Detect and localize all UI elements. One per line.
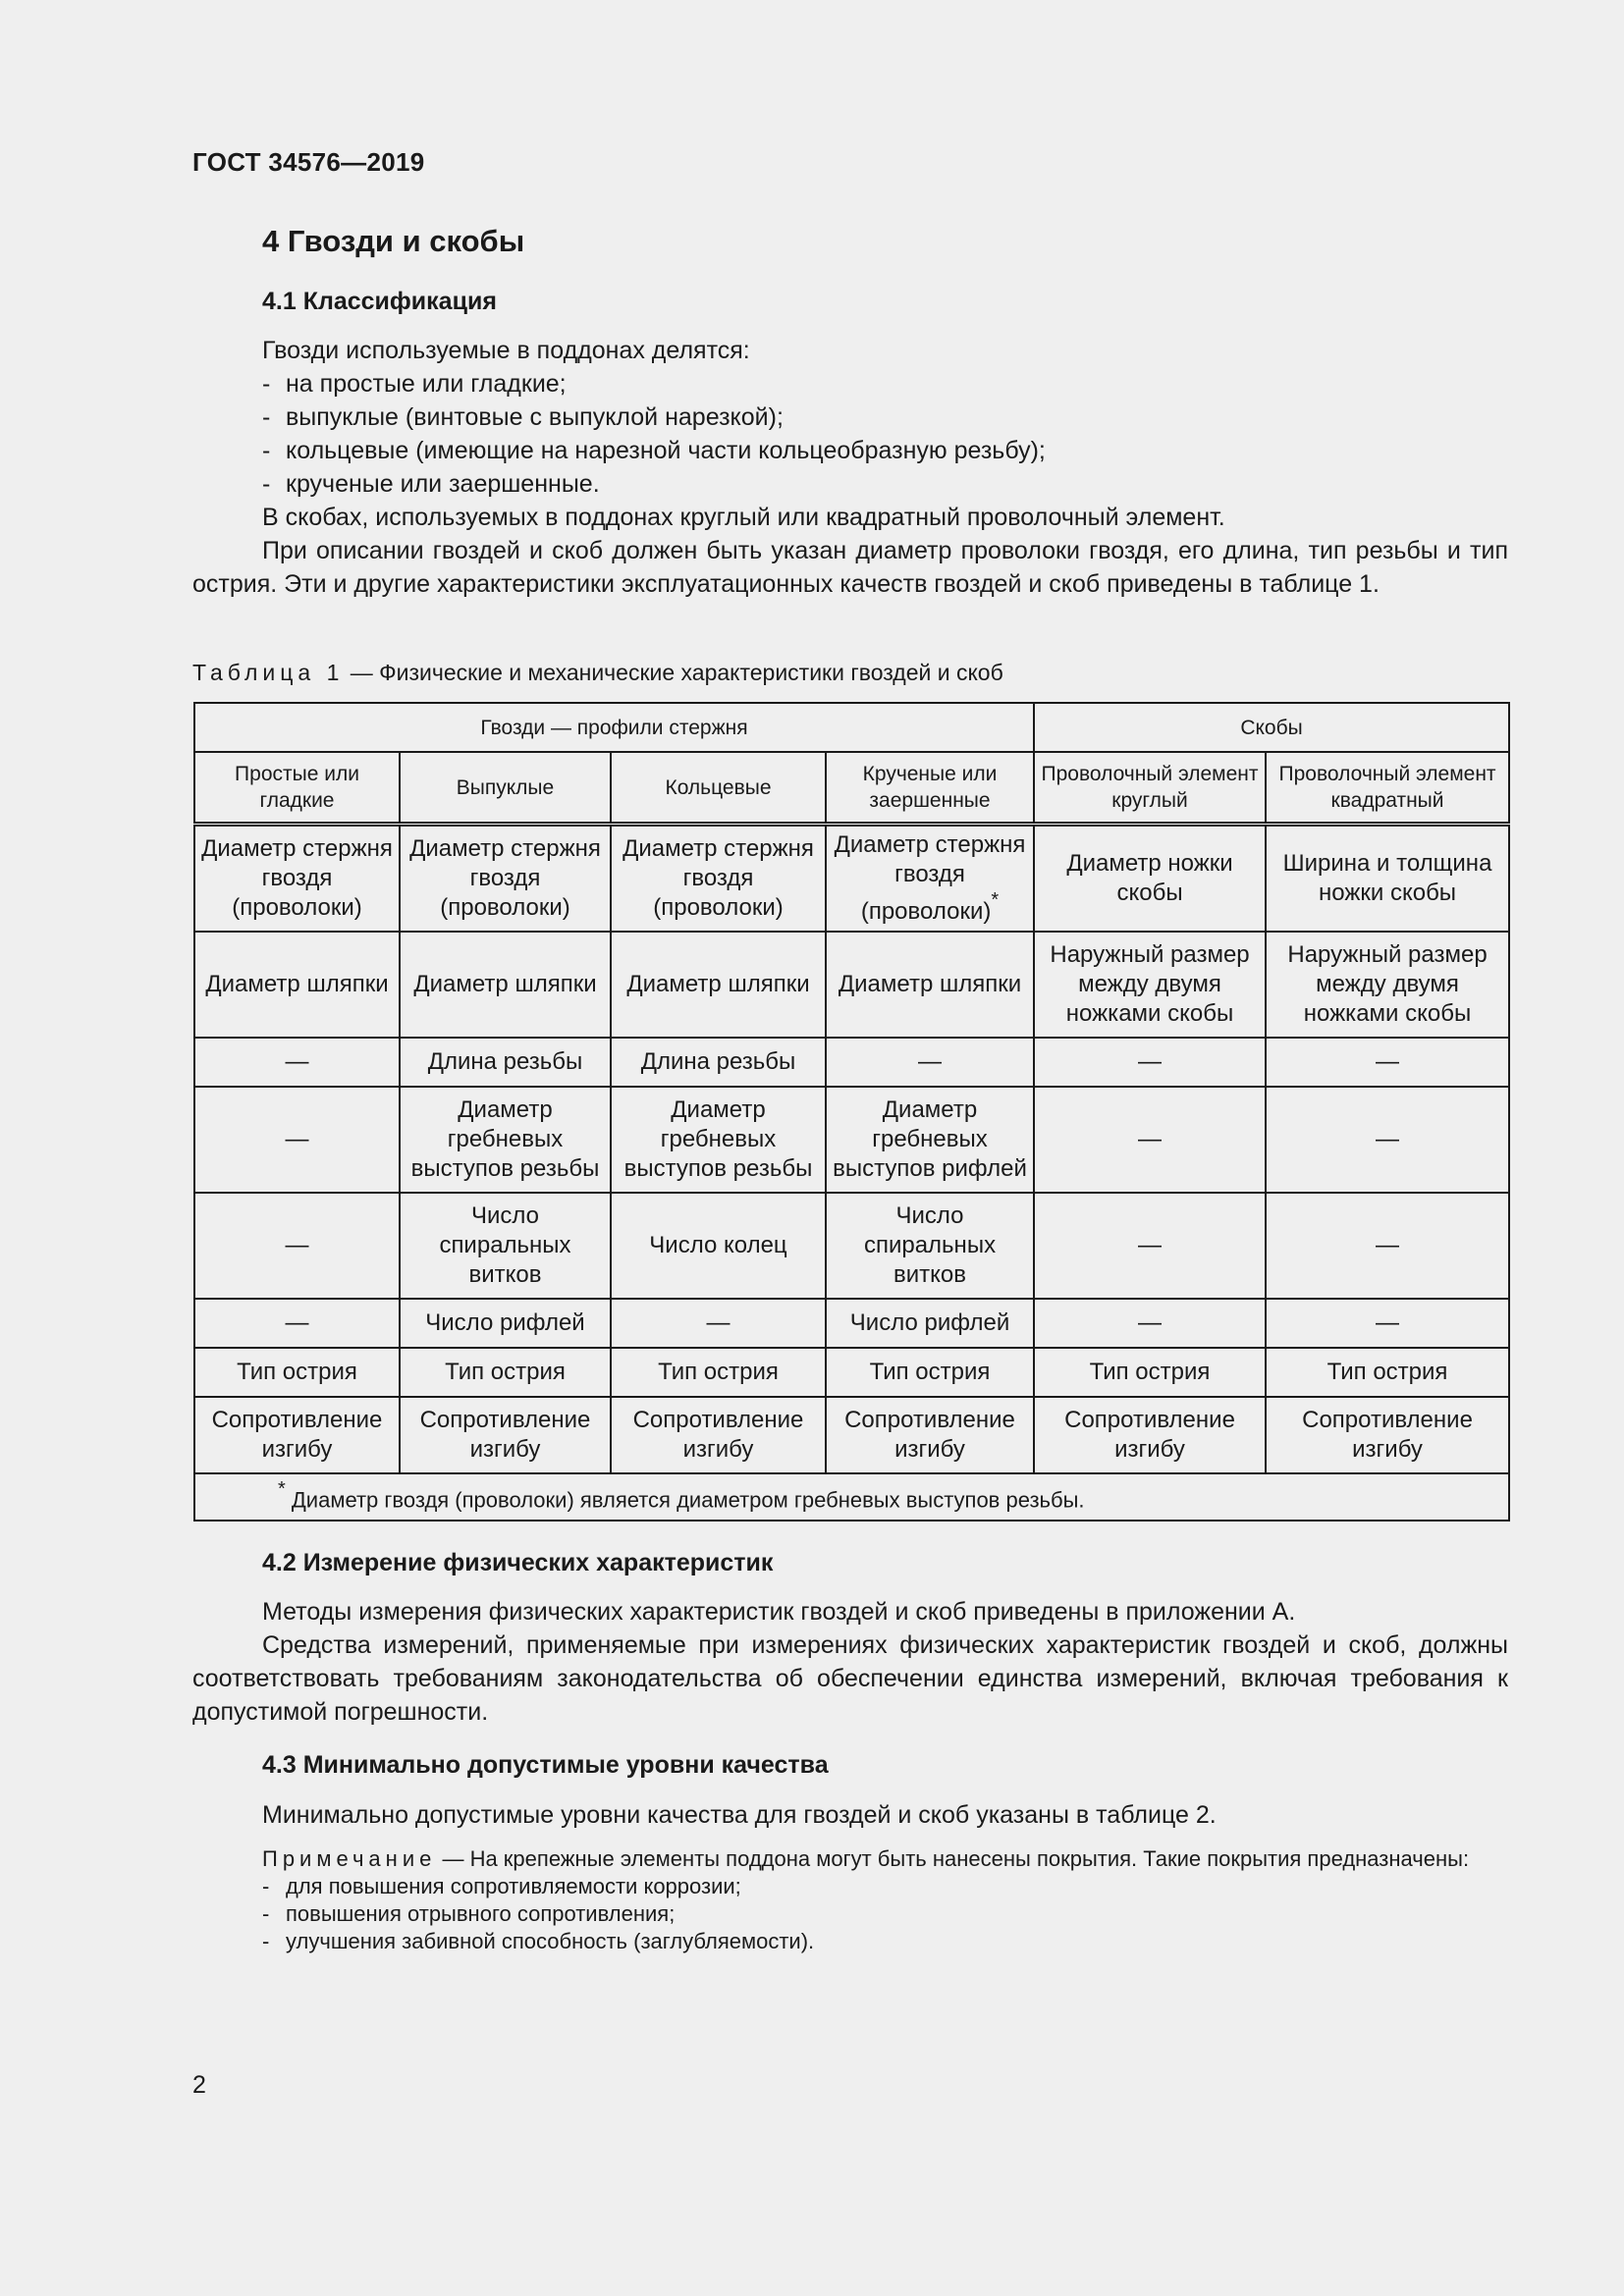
table-cell: Тип острия: [611, 1348, 826, 1397]
table-cell: Диаметр гребневых выступов рифлей: [826, 1087, 1034, 1193]
table-cell: Тип острия: [194, 1348, 400, 1397]
table-cell: Диаметр стержня гвоздя (проволоки): [194, 825, 400, 933]
table-cell: Наружный размер между двумя ножками скобы: [1034, 932, 1266, 1038]
column-header: Проволочный элемент круглый: [1034, 752, 1266, 825]
list-item: - кольцевые (имеющие на нарезной части кольцеобразную резьбу);: [262, 437, 1046, 464]
nail-types-list: [192, 367, 1508, 501]
table-cell: Диаметр шляпки: [611, 932, 826, 1038]
table-cell: Тип острия: [400, 1348, 611, 1397]
table-row: [194, 932, 1509, 1038]
table-cell: —: [611, 1299, 826, 1348]
table-cell: Наружный размер между двумя ножками скобы: [1266, 932, 1509, 1038]
table-cell: —: [1034, 1299, 1266, 1348]
table-row: [194, 1348, 1509, 1397]
table-cell: Диаметр стержня гвоздя (проволоки): [611, 825, 826, 933]
table-cell: —: [1266, 1038, 1509, 1087]
table-cell: Диаметр гребневых выступов резьбы: [611, 1087, 826, 1193]
table-column-header-row: [194, 752, 1509, 825]
table-cell: —: [194, 1087, 400, 1193]
header-nails-group: Гвозди — профили стержня: [194, 703, 1034, 752]
standard-code: ГОСТ 34576—2019: [192, 147, 425, 177]
section-4-2-body: [192, 1595, 1508, 1729]
table-row: [194, 1193, 1509, 1299]
table-row: [194, 1087, 1509, 1193]
instruments-paragraph: Средства измерений, применяемые при измерениях физических характеристик гвоздей и скоб, должны соответствовать требованиям законодательства об обеспечении единства измерений, включая требования к допустимой погрешности.: [192, 1631, 1508, 1726]
table-1-caption: Таблица 1 — Физические и механические характеристики гвоздей и скоб: [192, 660, 1003, 685]
table-row: [194, 1038, 1509, 1087]
table-cell: —: [826, 1038, 1034, 1087]
table-1: [193, 702, 1510, 1522]
section-4-3-body: [192, 1798, 1508, 1832]
table-cell: Диаметр гребневых выступов резьбы: [400, 1087, 611, 1193]
note-paragraph: Примечание — На крепежные элементы поддона могут быть нанесены покрытия. Такие покрытия предназначены:: [262, 1846, 1470, 1871]
table-cell: —: [1034, 1193, 1266, 1299]
list-item: - крученые или заершенные.: [262, 470, 600, 498]
section-4-2-title: 4.2 Измерение физических характеристик: [262, 1549, 774, 1576]
staples-paragraph: В скобах, используемых в поддонах круглый или квадратный проволочный элемент.: [262, 504, 1225, 531]
table-cell: —: [194, 1038, 400, 1087]
table-row: [194, 1397, 1509, 1473]
column-header: Простые или гладкие: [194, 752, 400, 825]
table-row: [194, 825, 1509, 933]
table-cell: —: [1266, 1193, 1509, 1299]
note-list: [192, 1873, 1508, 1955]
table-cell: Сопротивление изгибу: [1034, 1397, 1266, 1473]
column-header: Выпуклые: [400, 752, 611, 825]
table-cell: Тип острия: [1266, 1348, 1509, 1397]
list-item: - для повышения сопротивляемости коррозии;: [262, 1874, 741, 1898]
table-group-header-row: [194, 703, 1509, 752]
table-cell: —: [1266, 1299, 1509, 1348]
section-4-1-body: [192, 334, 1508, 601]
table-cell: Число колец: [611, 1193, 826, 1299]
table-cell: Диаметр шляпки: [194, 932, 400, 1038]
table-cell: Диаметр шляпки: [826, 932, 1034, 1038]
section-4-3-title: 4.3 Минимально допустимые уровни качества: [262, 1751, 829, 1779]
table-cell: Тип острия: [826, 1348, 1034, 1397]
table-cell: Диаметр ножки скобы: [1034, 825, 1266, 933]
table-cell-with-footnote: Диаметр стержня гвоздя (проволоки)*: [826, 825, 1034, 933]
table-cell: Длина резьбы: [611, 1038, 826, 1087]
table-cell: Диаметр стержня гвоздя (проволоки): [400, 825, 611, 933]
header-staples-group: Скобы: [1034, 703, 1509, 752]
table-footnote-row: [194, 1473, 1509, 1521]
section-4-1-title: 4.1 Классификация: [262, 288, 497, 315]
table-cell: —: [1034, 1038, 1266, 1087]
table-cell: Сопротивление изгибу: [1266, 1397, 1509, 1473]
table-cell: Диаметр шляпки: [400, 932, 611, 1038]
footnote-marker: *: [991, 889, 1000, 911]
table-cell: Число рифлей: [826, 1299, 1034, 1348]
table-cell: Сопротивление изгибу: [611, 1397, 826, 1473]
page-number: 2: [192, 2071, 206, 2099]
list-item: - на простые или гладкие;: [262, 370, 567, 398]
column-header: Проволочный элемент квадратный: [1266, 752, 1509, 825]
column-header: Крученые или заершенные: [826, 752, 1034, 825]
classification-intro: Гвозди используемые в поддонах делятся:: [262, 337, 750, 364]
table-cell: —: [1034, 1087, 1266, 1193]
table-cell: —: [194, 1299, 400, 1348]
table-cell: Сопротивление изгибу: [194, 1397, 400, 1473]
table-cell: Сопротивление изгибу: [400, 1397, 611, 1473]
quality-levels-paragraph: Минимально допустимые уровни качества для гвоздей и скоб указаны в таблице 2.: [262, 1801, 1217, 1829]
table-cell: Число рифлей: [400, 1299, 611, 1348]
table-cell: Ширина и толщина ножки скобы: [1266, 825, 1509, 933]
methods-paragraph: Методы измерения физических характеристик гвоздей и скоб приведены в приложении А.: [262, 1598, 1296, 1626]
table-cell: Длина резьбы: [400, 1038, 611, 1087]
table-footnote: * Диаметр гвоздя (проволоки) является диаметром гребневых выступов резьбы.: [194, 1473, 1509, 1521]
table-cell: Число спиральных витков: [400, 1193, 611, 1299]
section-4-title: 4 Гвозди и скобы: [262, 224, 525, 258]
list-item: - выпуклые (винтовые с выпуклой нарезкой);: [262, 403, 784, 431]
table-row: [194, 1299, 1509, 1348]
table-cell: Тип острия: [1034, 1348, 1266, 1397]
note-block: [192, 1845, 1508, 1955]
table-cell: Сопротивление изгибу: [826, 1397, 1034, 1473]
description-paragraph: При описании гвоздей и скоб должен быть указан диаметр проволоки гвоздя, его длина, тип резьбы и тип острия. Эти и другие характеристики эксплуатационных качеств гвоздей и скоб приведены в таблице 1.: [192, 537, 1508, 598]
table-cell: —: [194, 1193, 400, 1299]
list-item: - улучшения забивной способность (заглубляемости).: [262, 1929, 815, 1953]
list-item: - повышения отрывного сопротивления;: [262, 1901, 676, 1926]
column-header: Кольцевые: [611, 752, 826, 825]
table-cell: Число спиральных витков: [826, 1193, 1034, 1299]
table-cell: —: [1266, 1087, 1509, 1193]
